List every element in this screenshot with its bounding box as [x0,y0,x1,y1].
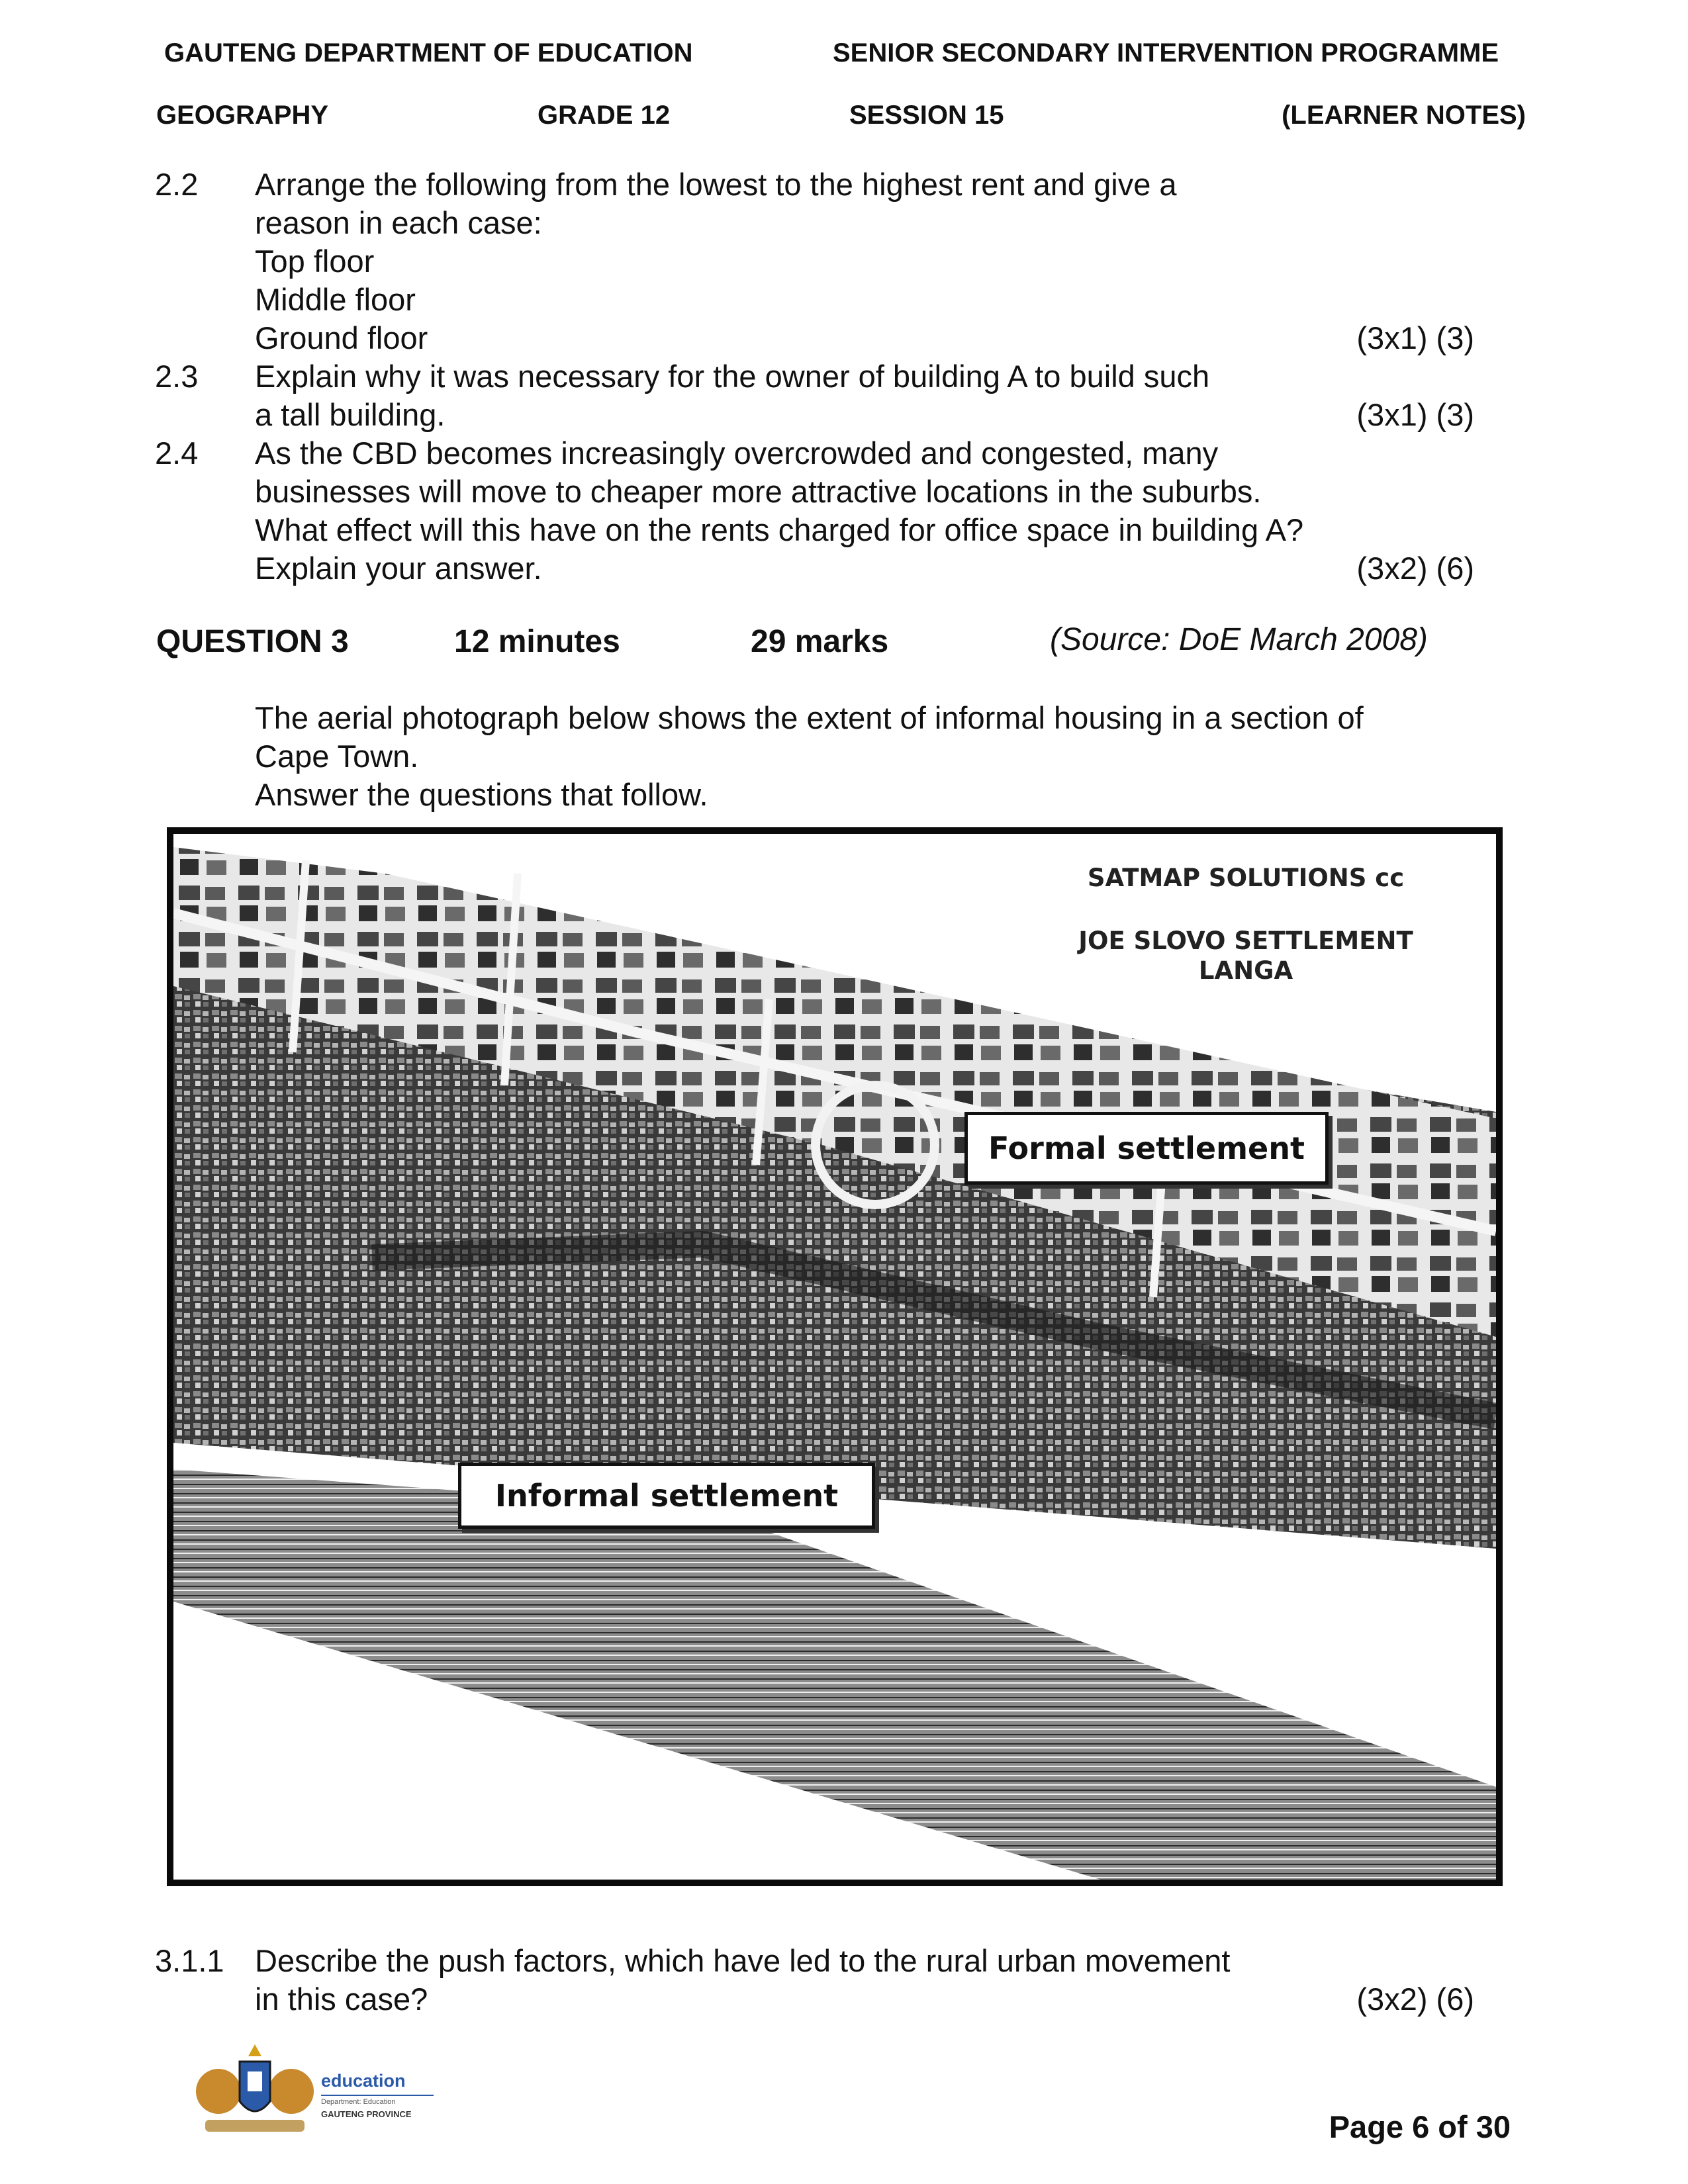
question-line: Ground floor [255,320,428,355]
intro-line: Cape Town. [255,739,419,774]
question-line: Describe the push factors, which have led to the rural urban movement [255,1943,1231,1978]
header-notes: (LEARNER NOTES) [1282,101,1526,130]
question-2-3 [0,357,1688,437]
question-marks: (3x1) (3) [1356,397,1474,432]
question-3-title: QUESTION 3 [156,624,349,659]
question-number: 2.4 [155,435,199,471]
question-2-2 [0,165,1688,364]
question-line: Arrange the following from the lowest to the highest rent and give a [255,167,1177,202]
question-line: Explain why it was necessary for the owner of building A to build such [255,359,1210,394]
header-session: SESSION 15 [849,101,1004,130]
label-informal-settlement: Informal settlement [458,1463,875,1529]
logo-divider [321,2095,434,2096]
question-marks: (3x2) (6) [1356,1981,1474,2017]
question-2-4 [0,434,1688,593]
question-3-marks: 29 marks [751,624,889,659]
question-3-1-1 [0,1942,1688,2021]
gauteng-education-logo [192,2042,444,2141]
intro-line: The aerial photograph below shows the extent of informal housing in a section of [255,700,1364,735]
question-3-intro [0,699,1688,818]
aerial-photograph [167,827,1503,1886]
header-programme: SENIOR SECONDARY INTERVENTION PROGRAMME [833,38,1499,68]
question-number: 3.1.1 [155,1943,224,1978]
question-line: What effect will this have on the rents charged for office space in building A? [255,512,1304,547]
question-line: As the CBD becomes increasingly overcrowded and congested, many [255,435,1219,471]
question-line: a tall building. [255,397,445,432]
photo-place-line2: LANGA [1198,956,1293,985]
question-line: reason in each case: [255,205,542,240]
header-department: GAUTENG DEPARTMENT OF EDUCATION [164,38,693,68]
question-line: Middle floor [255,282,416,317]
header-subject: GEOGRAPHY [156,101,329,130]
page-number: Page 6 of 30 [1329,2109,1511,2144]
question-3-time: 12 minutes [454,624,620,659]
question-line: Top floor [255,244,375,279]
label-formal-settlement: Formal settlement [964,1112,1329,1185]
photo-company: SATMAP SOLUTIONS cc [1087,864,1405,892]
question-marks: (3x2) (6) [1356,551,1474,586]
header-grade: GRADE 12 [538,101,671,130]
question-line: in this case? [255,1981,428,2017]
aerial-photo-image [173,834,1496,1880]
question-number: 2.3 [155,359,199,394]
question-number: 2.2 [155,167,199,202]
question-line: businesses will move to cheaper more attractive locations in the suburbs. [255,474,1262,509]
question-marks: (3x1) (3) [1356,320,1474,355]
question-3-source: (Source: DoE March 2008) [1050,622,1428,657]
coat-of-arms-icon [192,2042,318,2141]
photo-place-line1: JOE SLOVO SETTLEMENT [1078,927,1413,955]
logo-subtext-2: GAUTENG PROVINCE [321,2109,412,2119]
intro-line: Answer the questions that follow. [255,777,708,812]
question-line: Explain your answer. [255,551,542,586]
logo-text: education [321,2071,406,2091]
logo-subtext-1: Department: Education [321,2098,396,2106]
